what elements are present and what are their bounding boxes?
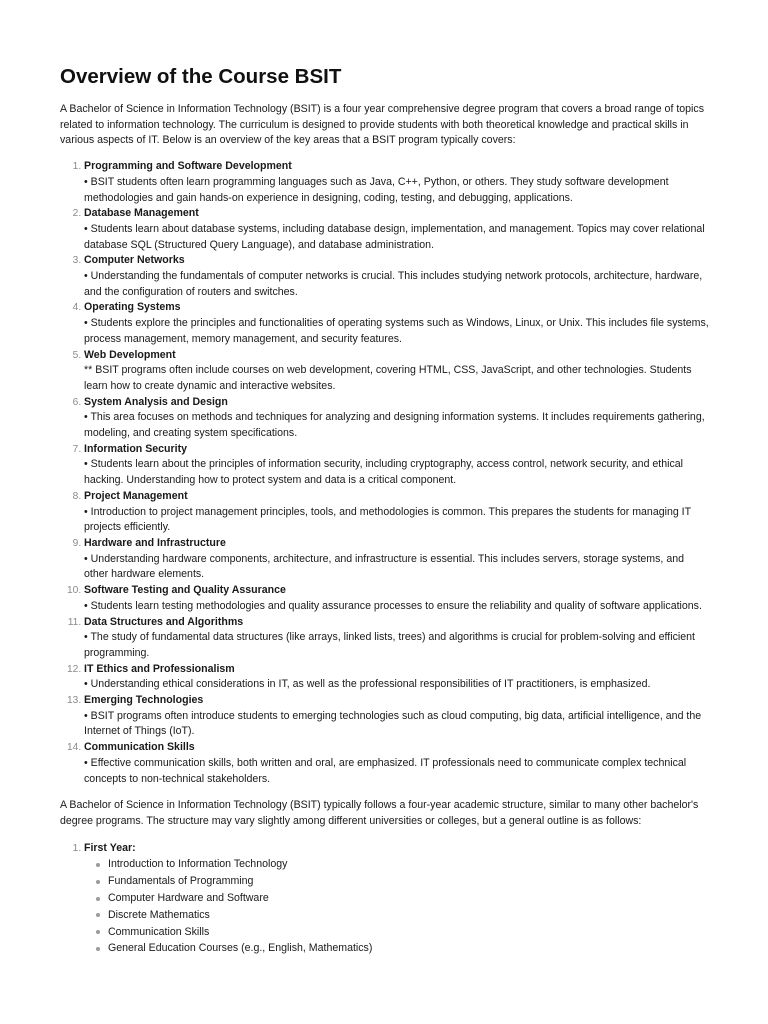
course-item — [108, 924, 710, 941]
topic-title: 8. Project Management — [84, 489, 188, 502]
topic-description: • Students learn testing methodologies and quality assurance processes to ensure the reliability and quality of software applications. — [84, 599, 702, 612]
bullet-icon — [96, 930, 100, 934]
topic-title: 6. System Analysis and Design — [84, 395, 228, 408]
course-item — [108, 873, 710, 890]
bullet-icon — [96, 863, 100, 867]
course-item — [108, 890, 710, 907]
topic-description: • BSIT students often learn programming languages such as Java, C++, Python, or others. They study software development methodologies and gain hands-on experience in designing, coding, testing, and debugging, applications. — [84, 175, 669, 204]
structure-paragraph: A Bachelor of Science in Information Technology (BSIT) typically follows a four-year academic structure, similar to many other bachelor's degree programs. The structure may vary slightly among different universities or colleges, but a general outline is as follows: — [60, 799, 699, 827]
topic-item — [84, 159, 710, 206]
topic-item — [84, 253, 710, 300]
topic-description: • This area focuses on methods and techniques for analyzing and designing information systems. It includes requirements gathering, modeling, and creating system specifications. — [84, 411, 705, 440]
topic-title: 3. Computer Networks — [84, 254, 185, 267]
topic-description: • BSIT programs often introduce students to emerging technologies such as cloud computing, big data, artificial intelligence, and the Internet of Things (IoT). — [84, 709, 702, 738]
topic-item — [84, 536, 710, 583]
topic-item — [84, 583, 710, 614]
topic-item — [84, 395, 710, 442]
topic-title: 1. Programming and Software Development — [84, 160, 292, 173]
topic-title: 2. Database Management — [84, 207, 199, 220]
topic-description: • Effective communication skills, both written and oral, are emphasized. IT professionals need to communicate complex technical concepts to non-technical stakeholders. — [84, 756, 687, 785]
intro-paragraph: A Bachelor of Science in Information Technology (BSIT) is a four year comprehensive degree program that covers a broad range of topics related to information technology. The curriculum is designed to provide students with both theoretical knowledge and practical skills in various aspects of IT. Below is an overview of the key areas that a BSIT program typically covers: — [60, 103, 705, 147]
topic-title: 12. IT Ethics and Professionalism — [84, 662, 235, 675]
topic-title: 13. Emerging Technologies — [84, 694, 204, 707]
course-label: Discrete Mathematics — [108, 908, 210, 921]
bullet-icon — [96, 880, 100, 884]
topic-title: 5. Web Development — [84, 348, 176, 361]
topic-title: 7. Information Security — [84, 442, 188, 455]
course-label: Introduction to Information Technology — [108, 858, 288, 871]
topic-description: • Students learn about database systems, including database design, implementation, and management. Topics may cover relational database SQL (Structured Query Language), and database administration. — [84, 222, 705, 251]
topic-title: 10. Software Testing and Quality Assurance — [84, 584, 286, 597]
course-item — [108, 856, 710, 873]
topic-item — [84, 206, 710, 253]
topic-item — [84, 442, 710, 489]
topic-item — [84, 662, 710, 693]
year-item — [84, 840, 710, 958]
bullet-icon — [96, 913, 100, 917]
bullet-icon — [96, 897, 100, 901]
course-label: General Education Courses (e.g., English, Mathematics) — [108, 942, 373, 955]
topic-title: 9. Hardware and Infrastructure — [84, 536, 226, 549]
topic-item — [84, 693, 710, 740]
topic-item — [84, 740, 710, 787]
topic-item — [84, 300, 710, 347]
topic-item — [84, 348, 710, 395]
topic-item — [84, 615, 710, 662]
topic-description: • Introduction to project management principles, tools, and methodologies is common. This prepares the students for managing IT projects efficiently. — [84, 505, 691, 534]
topic-title: 4. Operating Systems — [84, 301, 181, 314]
topic-title: 11. Data Structures and Algorithms — [84, 615, 244, 628]
course-item — [108, 940, 710, 957]
topic-description: • Understanding hardware components, architecture, and infrastructure is essential. This includes servers, storage systems, and other hardware elements. — [84, 552, 684, 581]
course-item — [108, 907, 710, 924]
topic-description: • The study of fundamental data structures (like arrays, linked lists, trees) and algorithms is crucial for problem-solving and efficient programming. — [84, 631, 695, 659]
topic-description: ** BSIT programs often include courses on web development, covering HTML, CSS, JavaScript, and other technologies. Students learn how to create dynamic and interactive websites. — [84, 364, 692, 392]
topic-description: • Students learn about the principles of information security, including cryptography, access control, network security, and ethical hacking. Understanding how to protect system and data is a critical component. — [84, 458, 684, 487]
topic-description: • Students explore the principles and functionalities of operating systems such as Windows, Linux, or Unix. This includes file systems, process management, memory management, and security features. — [84, 317, 709, 345]
page-title: Overview of the Course BSIT — [60, 65, 342, 88]
course-label: Fundamentals of Programming — [108, 875, 254, 888]
topic-description: • Understanding the fundamentals of computer networks is crucial. This includes studying network protocols, architecture, hardware, and the configuration of routers and switches. — [84, 270, 703, 298]
topic-description: • Understanding ethical considerations in IT, as well as the professional responsibilities of IT practitioners, is emphasized. — [84, 678, 651, 691]
topic-item — [84, 489, 710, 536]
topic-title: 14. Communication Skills — [84, 741, 195, 754]
bullet-icon — [96, 947, 100, 951]
topic-list — [60, 159, 710, 787]
course-label: Computer Hardware and Software — [108, 892, 269, 905]
course-label: Communication Skills — [108, 925, 210, 938]
year-list — [60, 840, 710, 958]
year-title: 1. First Year: — [84, 841, 136, 854]
course-list — [84, 856, 710, 957]
